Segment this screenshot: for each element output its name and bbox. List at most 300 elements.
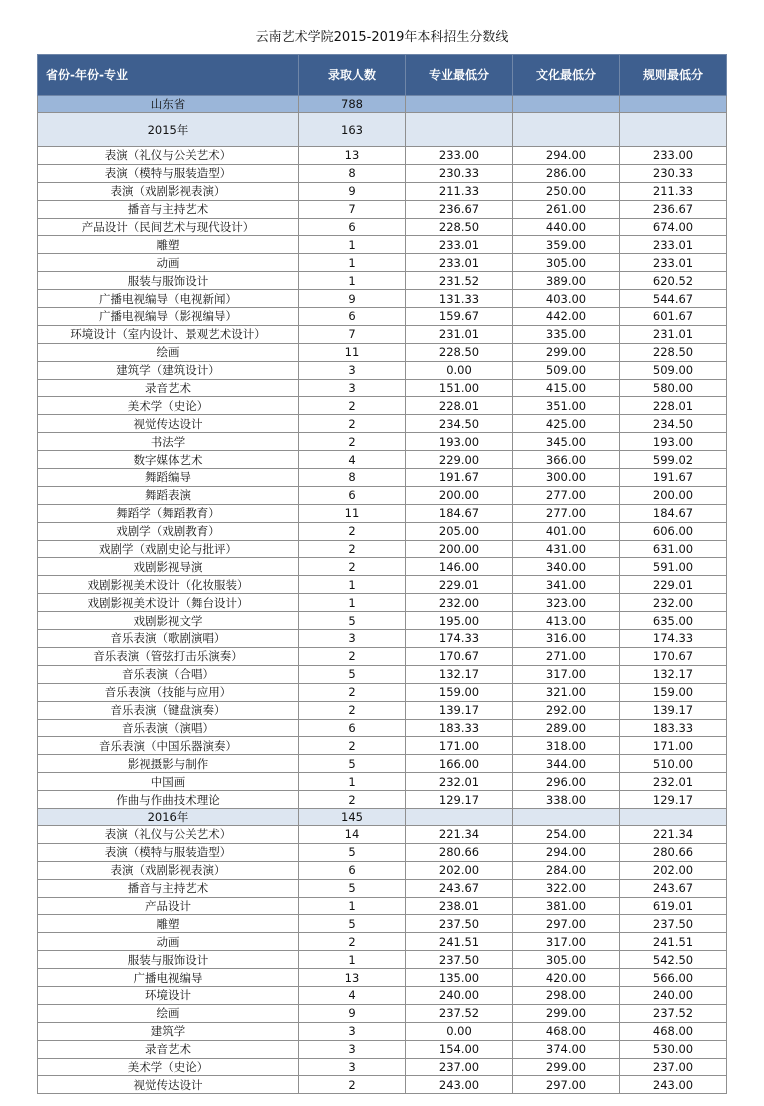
admitted-count: 5 xyxy=(299,612,406,630)
major-min-score: 131.33 xyxy=(406,290,513,308)
major-min-score: 233.00 xyxy=(406,147,513,165)
major-name: 戏剧影视美术设计（化妆服装） xyxy=(38,576,299,594)
rule-min-score: 674.00 xyxy=(620,218,727,236)
major-min-score: 280.66 xyxy=(406,843,513,861)
culture-min-score: 286.00 xyxy=(513,164,620,182)
admitted-count: 6 xyxy=(299,861,406,879)
rule-min-score: 237.52 xyxy=(620,1004,727,1022)
table-row xyxy=(38,879,727,897)
rule-min-score: 232.00 xyxy=(620,594,727,612)
rule-min-score: 510.00 xyxy=(620,755,727,773)
admitted-count: 1 xyxy=(299,236,406,254)
header-rule-min-score: 规则最低分 xyxy=(620,55,727,96)
major-min-score: 237.52 xyxy=(406,1004,513,1022)
rule-min-score: 159.00 xyxy=(620,683,727,701)
major-name: 表演（礼仪与公关艺术） xyxy=(38,147,299,165)
table-row xyxy=(38,665,727,683)
culture-min-score: 403.00 xyxy=(513,290,620,308)
culture-min-score: 296.00 xyxy=(513,773,620,791)
admitted-count: 1 xyxy=(299,773,406,791)
admitted-count: 2 xyxy=(299,791,406,809)
major-min-score: 154.00 xyxy=(406,1040,513,1058)
major-name: 音乐表演（歌剧演唱） xyxy=(38,630,299,648)
rule-min-score: 171.00 xyxy=(620,737,727,755)
culture-min-score: 431.00 xyxy=(513,540,620,558)
major-min-score: 211.33 xyxy=(406,182,513,200)
major-min-score: 237.50 xyxy=(406,915,513,933)
major-name: 音乐表演（合唱） xyxy=(38,665,299,683)
major-name: 播音与主持艺术 xyxy=(38,200,299,218)
culture-min-score: 277.00 xyxy=(513,504,620,522)
major-min-score: 237.00 xyxy=(406,1058,513,1076)
rule-min-score: 139.17 xyxy=(620,701,727,719)
major-name: 中国画 xyxy=(38,773,299,791)
culture-min-score: 415.00 xyxy=(513,379,620,397)
rule-min-score: 191.67 xyxy=(620,469,727,487)
culture-min-score: 300.00 xyxy=(513,469,620,487)
rule-min-score: 132.17 xyxy=(620,665,727,683)
major-min-score: 0.00 xyxy=(406,1022,513,1040)
year-count: 163 xyxy=(299,113,406,147)
table-row xyxy=(38,825,727,843)
admitted-count: 7 xyxy=(299,325,406,343)
major-min-score: 129.17 xyxy=(406,791,513,809)
major-name: 表演（模特与服装造型） xyxy=(38,164,299,182)
table-row xyxy=(38,397,727,415)
major-name: 服装与服饰设计 xyxy=(38,272,299,290)
table-header xyxy=(38,55,727,96)
major-min-score: 174.33 xyxy=(406,630,513,648)
major-min-score: 232.01 xyxy=(406,773,513,791)
culture-min-score: 440.00 xyxy=(513,218,620,236)
table-row xyxy=(38,630,727,648)
admitted-count: 2 xyxy=(299,1076,406,1094)
table-row xyxy=(38,272,727,290)
major-min-score: 228.50 xyxy=(406,343,513,361)
table-row xyxy=(38,612,727,630)
admitted-count: 6 xyxy=(299,486,406,504)
table-body xyxy=(38,96,727,1094)
culture-min-score: 374.00 xyxy=(513,1040,620,1058)
empty-cell xyxy=(406,808,513,825)
rule-min-score: 509.00 xyxy=(620,361,727,379)
major-min-score: 170.67 xyxy=(406,647,513,665)
major-min-score: 230.33 xyxy=(406,164,513,182)
major-min-score: 232.00 xyxy=(406,594,513,612)
admitted-count: 2 xyxy=(299,933,406,951)
admitted-count: 2 xyxy=(299,415,406,433)
province-count: 788 xyxy=(299,96,406,113)
rule-min-score: 237.00 xyxy=(620,1058,727,1076)
major-name: 建筑学 xyxy=(38,1022,299,1040)
major-min-score: 159.00 xyxy=(406,683,513,701)
admitted-count: 3 xyxy=(299,1022,406,1040)
admitted-count: 2 xyxy=(299,647,406,665)
admitted-count: 1 xyxy=(299,594,406,612)
rule-min-score: 631.00 xyxy=(620,540,727,558)
major-name: 舞蹈学（舞蹈教育） xyxy=(38,504,299,522)
empty-cell xyxy=(620,113,727,147)
major-min-score: 240.00 xyxy=(406,986,513,1004)
rule-min-score: 202.00 xyxy=(620,861,727,879)
rule-min-score: 580.00 xyxy=(620,379,727,397)
admitted-count: 2 xyxy=(299,701,406,719)
rule-min-score: 240.00 xyxy=(620,986,727,1004)
major-name: 音乐表演（管弦打击乐演奏） xyxy=(38,647,299,665)
table-row xyxy=(38,540,727,558)
major-min-score: 184.67 xyxy=(406,504,513,522)
major-min-score: 241.51 xyxy=(406,933,513,951)
major-min-score: 228.50 xyxy=(406,218,513,236)
empty-cell xyxy=(406,96,513,113)
admitted-count: 2 xyxy=(299,558,406,576)
major-min-score: 200.00 xyxy=(406,540,513,558)
page-title: 云南艺术学院2015-2019年本科招生分数线 xyxy=(255,30,509,45)
major-min-score: 233.01 xyxy=(406,254,513,272)
major-name: 雕塑 xyxy=(38,915,299,933)
major-name: 戏剧学（戏剧史论与批评） xyxy=(38,540,299,558)
rule-min-score: 280.66 xyxy=(620,843,727,861)
rule-min-score: 620.52 xyxy=(620,272,727,290)
table-row xyxy=(38,1040,727,1058)
admitted-count: 11 xyxy=(299,343,406,361)
major-name: 播音与主持艺术 xyxy=(38,879,299,897)
culture-min-score: 317.00 xyxy=(513,665,620,683)
culture-min-score: 294.00 xyxy=(513,147,620,165)
major-min-score: 159.67 xyxy=(406,308,513,326)
major-name: 表演（戏剧影视表演） xyxy=(38,182,299,200)
empty-cell xyxy=(620,808,727,825)
culture-min-score: 335.00 xyxy=(513,325,620,343)
major-name: 作曲与作曲技术理论 xyxy=(38,791,299,809)
year-row xyxy=(38,808,727,825)
rule-min-score: 200.00 xyxy=(620,486,727,504)
culture-min-score: 254.00 xyxy=(513,825,620,843)
culture-min-score: 509.00 xyxy=(513,361,620,379)
major-min-score: 183.33 xyxy=(406,719,513,737)
admitted-count: 9 xyxy=(299,290,406,308)
year-row xyxy=(38,113,727,147)
major-name: 绘画 xyxy=(38,1004,299,1022)
rule-min-score: 230.33 xyxy=(620,164,727,182)
major-min-score: 205.00 xyxy=(406,522,513,540)
rule-min-score: 237.50 xyxy=(620,915,727,933)
rule-min-score: 211.33 xyxy=(620,182,727,200)
table-row xyxy=(38,773,727,791)
header-major-min-score: 专业最低分 xyxy=(406,55,513,96)
admitted-count: 3 xyxy=(299,379,406,397)
major-min-score: 195.00 xyxy=(406,612,513,630)
table-row xyxy=(38,683,727,701)
major-min-score: 229.01 xyxy=(406,576,513,594)
admitted-count: 3 xyxy=(299,630,406,648)
major-name: 表演（礼仪与公关艺术） xyxy=(38,825,299,843)
culture-min-score: 284.00 xyxy=(513,861,620,879)
table-row xyxy=(38,1076,727,1094)
table-row xyxy=(38,1022,727,1040)
admitted-count: 9 xyxy=(299,1004,406,1022)
table-row xyxy=(38,254,727,272)
culture-min-score: 468.00 xyxy=(513,1022,620,1040)
major-min-score: 171.00 xyxy=(406,737,513,755)
major-min-score: 193.00 xyxy=(406,433,513,451)
culture-min-score: 317.00 xyxy=(513,933,620,951)
major-min-score: 146.00 xyxy=(406,558,513,576)
major-min-score: 233.01 xyxy=(406,236,513,254)
culture-min-score: 318.00 xyxy=(513,737,620,755)
rule-min-score: 233.00 xyxy=(620,147,727,165)
table-row xyxy=(38,915,727,933)
rule-min-score: 243.00 xyxy=(620,1076,727,1094)
table-row xyxy=(38,415,727,433)
rule-min-score: 635.00 xyxy=(620,612,727,630)
province-row xyxy=(38,96,727,113)
culture-min-score: 297.00 xyxy=(513,1076,620,1094)
major-name: 戏剧影视文学 xyxy=(38,612,299,630)
table-row xyxy=(38,897,727,915)
major-min-score: 139.17 xyxy=(406,701,513,719)
major-min-score: 243.67 xyxy=(406,879,513,897)
rule-min-score: 530.00 xyxy=(620,1040,727,1058)
major-min-score: 231.01 xyxy=(406,325,513,343)
major-name: 戏剧影视美术设计（舞台设计） xyxy=(38,594,299,612)
culture-min-score: 261.00 xyxy=(513,200,620,218)
table-row xyxy=(38,558,727,576)
rule-min-score: 233.01 xyxy=(620,236,727,254)
major-name: 视觉传达设计 xyxy=(38,1076,299,1094)
rule-min-score: 231.01 xyxy=(620,325,727,343)
major-name: 产品设计（民间艺术与现代设计） xyxy=(38,218,299,236)
major-name: 音乐表演（技能与应用） xyxy=(38,683,299,701)
table-row xyxy=(38,755,727,773)
major-min-score: 221.34 xyxy=(406,825,513,843)
rule-min-score: 193.00 xyxy=(620,433,727,451)
culture-min-score: 299.00 xyxy=(513,343,620,361)
major-name: 音乐表演（中国乐器演奏） xyxy=(38,737,299,755)
table-row xyxy=(38,451,727,469)
culture-min-score: 271.00 xyxy=(513,647,620,665)
culture-min-score: 323.00 xyxy=(513,594,620,612)
culture-min-score: 277.00 xyxy=(513,486,620,504)
empty-cell xyxy=(406,113,513,147)
admitted-count: 6 xyxy=(299,719,406,737)
major-min-score: 151.00 xyxy=(406,379,513,397)
culture-min-score: 299.00 xyxy=(513,1004,620,1022)
province-name: 山东省 xyxy=(38,96,299,113)
table-row xyxy=(38,986,727,1004)
major-min-score: 236.67 xyxy=(406,200,513,218)
major-name: 影视摄影与制作 xyxy=(38,755,299,773)
major-min-score: 231.52 xyxy=(406,272,513,290)
admitted-count: 14 xyxy=(299,825,406,843)
rule-min-score: 228.50 xyxy=(620,343,727,361)
major-name: 表演（模特与服装造型） xyxy=(38,843,299,861)
culture-min-score: 297.00 xyxy=(513,915,620,933)
admitted-count: 3 xyxy=(299,1040,406,1058)
culture-min-score: 341.00 xyxy=(513,576,620,594)
rule-min-score: 233.01 xyxy=(620,254,727,272)
major-min-score: 234.50 xyxy=(406,415,513,433)
major-name: 动画 xyxy=(38,254,299,272)
table-row xyxy=(38,343,727,361)
major-min-score: 228.01 xyxy=(406,397,513,415)
major-name: 广播电视编导（电视新闻） xyxy=(38,290,299,308)
culture-min-score: 359.00 xyxy=(513,236,620,254)
culture-min-score: 250.00 xyxy=(513,182,620,200)
culture-min-score: 299.00 xyxy=(513,1058,620,1076)
major-name: 产品设计 xyxy=(38,897,299,915)
rule-min-score: 468.00 xyxy=(620,1022,727,1040)
major-name: 服装与服饰设计 xyxy=(38,951,299,969)
culture-min-score: 305.00 xyxy=(513,951,620,969)
major-name: 录音艺术 xyxy=(38,1040,299,1058)
culture-min-score: 316.00 xyxy=(513,630,620,648)
rule-min-score: 601.67 xyxy=(620,308,727,326)
admitted-count: 5 xyxy=(299,665,406,683)
major-name: 表演（戏剧影视表演） xyxy=(38,861,299,879)
admitted-count: 2 xyxy=(299,433,406,451)
admission-score-table xyxy=(37,54,727,1094)
major-min-score: 191.67 xyxy=(406,469,513,487)
rule-min-score: 599.02 xyxy=(620,451,727,469)
major-name: 录音艺术 xyxy=(38,379,299,397)
rule-min-score: 236.67 xyxy=(620,200,727,218)
culture-min-score: 344.00 xyxy=(513,755,620,773)
major-min-score: 237.50 xyxy=(406,951,513,969)
table-row xyxy=(38,290,727,308)
major-min-score: 132.17 xyxy=(406,665,513,683)
major-name: 广播电视编导（影视编导） xyxy=(38,308,299,326)
table-row xyxy=(38,504,727,522)
major-name: 舞蹈编导 xyxy=(38,469,299,487)
rule-min-score: 619.01 xyxy=(620,897,727,915)
major-min-score: 243.00 xyxy=(406,1076,513,1094)
rule-min-score: 174.33 xyxy=(620,630,727,648)
table-row xyxy=(38,379,727,397)
rule-min-score: 544.67 xyxy=(620,290,727,308)
empty-cell xyxy=(513,113,620,147)
admitted-count: 1 xyxy=(299,897,406,915)
table-row xyxy=(38,647,727,665)
culture-min-score: 294.00 xyxy=(513,843,620,861)
major-name: 建筑学（建筑设计） xyxy=(38,361,299,379)
major-name: 视觉传达设计 xyxy=(38,415,299,433)
major-name: 戏剧影视导演 xyxy=(38,558,299,576)
rule-min-score: 606.00 xyxy=(620,522,727,540)
empty-cell xyxy=(513,96,620,113)
major-min-score: 135.00 xyxy=(406,969,513,987)
major-name: 舞蹈表演 xyxy=(38,486,299,504)
rule-min-score: 243.67 xyxy=(620,879,727,897)
culture-min-score: 381.00 xyxy=(513,897,620,915)
culture-min-score: 401.00 xyxy=(513,522,620,540)
table-row xyxy=(38,469,727,487)
admitted-count: 2 xyxy=(299,522,406,540)
culture-min-score: 389.00 xyxy=(513,272,620,290)
table-row xyxy=(38,576,727,594)
table-row xyxy=(38,182,727,200)
table-row xyxy=(38,325,727,343)
admitted-count: 1 xyxy=(299,576,406,594)
major-name: 数字媒体艺术 xyxy=(38,451,299,469)
rule-min-score: 229.01 xyxy=(620,576,727,594)
admitted-count: 5 xyxy=(299,755,406,773)
table-row xyxy=(38,522,727,540)
empty-cell xyxy=(513,808,620,825)
admitted-count: 4 xyxy=(299,451,406,469)
admitted-count: 6 xyxy=(299,308,406,326)
culture-min-score: 420.00 xyxy=(513,969,620,987)
table-row xyxy=(38,969,727,987)
admitted-count: 8 xyxy=(299,164,406,182)
major-min-score: 202.00 xyxy=(406,861,513,879)
major-name: 绘画 xyxy=(38,343,299,361)
table-row xyxy=(38,236,727,254)
table-row xyxy=(38,486,727,504)
major-name: 书法学 xyxy=(38,433,299,451)
table-row xyxy=(38,843,727,861)
rule-min-score: 234.50 xyxy=(620,415,727,433)
table-row xyxy=(38,433,727,451)
rule-min-score: 183.33 xyxy=(620,719,727,737)
table-row xyxy=(38,147,727,165)
major-name: 音乐表演（演唱） xyxy=(38,719,299,737)
rule-min-score: 184.67 xyxy=(620,504,727,522)
table-row xyxy=(38,933,727,951)
admitted-count: 9 xyxy=(299,182,406,200)
rule-min-score: 232.01 xyxy=(620,773,727,791)
admitted-count: 2 xyxy=(299,737,406,755)
rule-min-score: 228.01 xyxy=(620,397,727,415)
major-name: 环境设计（室内设计、景观艺术设计） xyxy=(38,325,299,343)
table-row xyxy=(38,218,727,236)
culture-min-score: 338.00 xyxy=(513,791,620,809)
table-row xyxy=(38,701,727,719)
table-row xyxy=(38,861,727,879)
culture-min-score: 305.00 xyxy=(513,254,620,272)
culture-min-score: 413.00 xyxy=(513,612,620,630)
table-row xyxy=(38,1058,727,1076)
admitted-count: 5 xyxy=(299,843,406,861)
admitted-count: 1 xyxy=(299,254,406,272)
culture-min-score: 442.00 xyxy=(513,308,620,326)
year-label: 2015年 xyxy=(38,113,299,147)
major-min-score: 166.00 xyxy=(406,755,513,773)
rule-min-score: 542.50 xyxy=(620,951,727,969)
rule-min-score: 591.00 xyxy=(620,558,727,576)
admitted-count: 5 xyxy=(299,915,406,933)
rule-min-score: 221.34 xyxy=(620,825,727,843)
admitted-count: 13 xyxy=(299,969,406,987)
table-row xyxy=(38,200,727,218)
major-min-score: 229.00 xyxy=(406,451,513,469)
rule-min-score: 129.17 xyxy=(620,791,727,809)
culture-min-score: 292.00 xyxy=(513,701,620,719)
table-row xyxy=(38,951,727,969)
admitted-count: 3 xyxy=(299,361,406,379)
header-admitted-count: 录取人数 xyxy=(299,55,406,96)
rule-min-score: 170.67 xyxy=(620,647,727,665)
major-name: 戏剧学（戏剧教育） xyxy=(38,522,299,540)
admitted-count: 2 xyxy=(299,540,406,558)
year-label: 2016年 xyxy=(38,808,299,825)
major-min-score: 200.00 xyxy=(406,486,513,504)
culture-min-score: 289.00 xyxy=(513,719,620,737)
admitted-count: 2 xyxy=(299,683,406,701)
major-min-score: 238.01 xyxy=(406,897,513,915)
header-culture-min-score: 文化最低分 xyxy=(513,55,620,96)
admitted-count: 13 xyxy=(299,147,406,165)
